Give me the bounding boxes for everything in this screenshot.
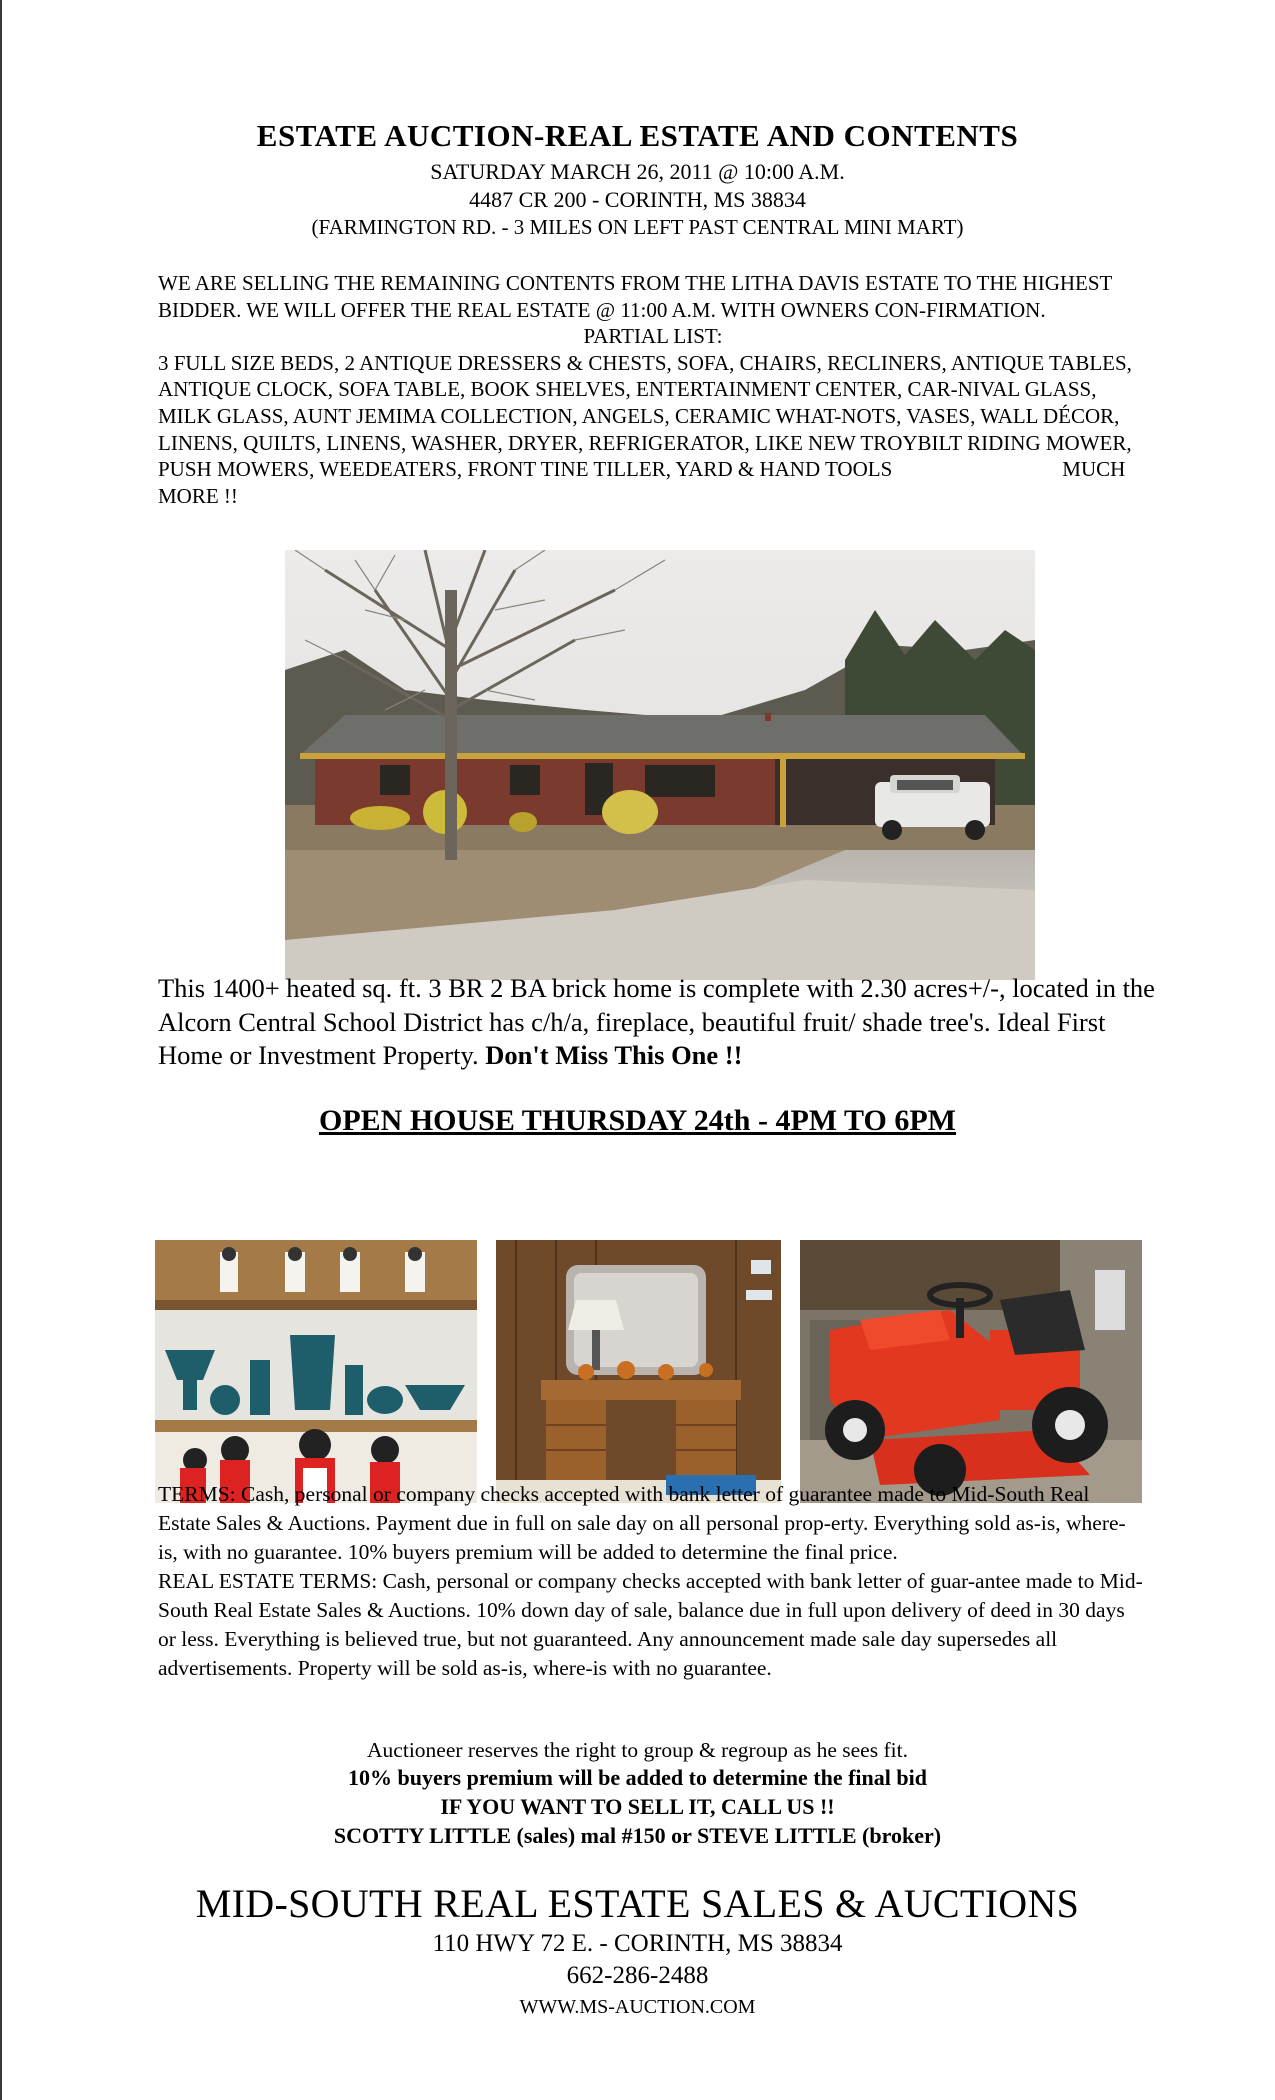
intro-block	[158, 270, 1148, 509]
contacts-line: SCOTTY LITTLE (sales) mal #150 or STEVE LITTLE (broker)	[333, 1823, 942, 1848]
auctioneer-reserves: Auctioneer reserves the right to group & regroup as he sees fit.	[367, 1738, 908, 1762]
intro-text: WE ARE SELLING THE REMAINING CONTENTS FROM THE LITHA DAVIS ESTATE TO THE HIGHEST BIDDER. WE WILL OFFER THE REAL ESTATE @ 11:00 A.M. WITH OWNERS CON-FIRMATION.	[158, 271, 1113, 322]
buyers-premium-note: 10% buyers premium will be added to determine the final bid	[348, 1765, 927, 1790]
description-text: This 1400+ heated sq. ft. 3 BR 2 BA brick home is complete with 2.30 acres+/-, located in the Alcorn Central School District has c/h/a, fireplace, beautiful fruit/ shade tree's. Ideal First Home or Investment Property.	[158, 973, 1155, 1070]
real-estate-terms: REAL ESTATE TERMS: Cash, personal or company checks accepted with bank letter of guar-antee made to Mid-South Real Estate Sales & Auctions. 10% down day of sale, balance due in full upon delivery of deed in 30 days or less. Everything is believed true, but not guaranteed. Any announcement made sale day supersedes all advertisements. Property will be sold as-is, where-is with no guarantee.	[158, 1569, 1143, 1680]
company-website: WWW.MS-AUCTION.COM	[519, 1996, 756, 2018]
auction-date: SATURDAY MARCH 26, 2011 @ 10:00 A.M.	[430, 159, 845, 184]
description-emphasis: Don't Miss This One !!	[485, 1040, 743, 1070]
auction-address: 4487 CR 200 - CORINTH, MS 38834	[469, 187, 806, 212]
personal-terms: TERMS: Cash, personal or company checks accepted with bank letter of guarantee made to Mid-South Real Estate Sales & Auctions. Payment due in full on sale day on all personal prop-erty. Everything sold as-is, where-is, with no guarantee. 10% buyers premium will be added to determine the final price.	[158, 1482, 1126, 1564]
property-description	[158, 972, 1158, 1073]
partial-list-text: 3 FULL SIZE BEDS, 2 ANTIQUE DRESSERS & CHESTS, SOFA, CHAIRS, RECLINERS, ANTIQUE TABLES, ANTIQUE CLOCK, SOFA TABLE, BOOK SHELVES, ENTERTAINMENT CENTER, CAR-NIVAL GLASS, MILK GLASS, AUNT JEMIMA COLLECTION, ANGELS, CERAMIC WHAT-NOTS, VASES, WALL DÉCOR, LINENS, QUILTS, LINENS, WASHER, DRYER, REFRIGERATOR, LIKE NEW TROYBILT RIDING MOWER, PUSH MOWERS, WEEDEATERS, FRONT TINE TILLER, YARD & HAND TOOLS	[158, 350, 1132, 482]
house-photo	[285, 550, 1035, 980]
partial-list-items	[158, 350, 1148, 510]
mower-photo	[800, 1240, 1142, 1503]
partial-list-heading: PARTIAL LIST:	[583, 324, 723, 349]
company-name: MID-SOUTH REAL ESTATE SALES & AUCTIONS	[195, 1881, 1080, 1926]
terms-block	[158, 1480, 1143, 1683]
collectibles-photo	[155, 1240, 477, 1503]
auction-directions: (FARMINGTON RD. - 3 MILES ON LEFT PAST CENTRAL MINI MART)	[311, 215, 964, 239]
much-more: MUCH MORE !!	[158, 457, 1126, 508]
dresser-photo	[496, 1240, 781, 1503]
company-address: 110 HWY 72 E. - CORINTH, MS 38834	[432, 1930, 843, 1957]
call-us-line: IF YOU WANT TO SELL IT, CALL US !!	[440, 1794, 835, 1819]
flyer-title: ESTATE AUCTION-REAL ESTATE AND CONTENTS	[256, 118, 1019, 153]
open-house-banner: OPEN HOUSE THURSDAY 24th - 4PM TO 6PM	[318, 1104, 957, 1137]
company-phone: 662-286-2488	[566, 1962, 709, 1989]
